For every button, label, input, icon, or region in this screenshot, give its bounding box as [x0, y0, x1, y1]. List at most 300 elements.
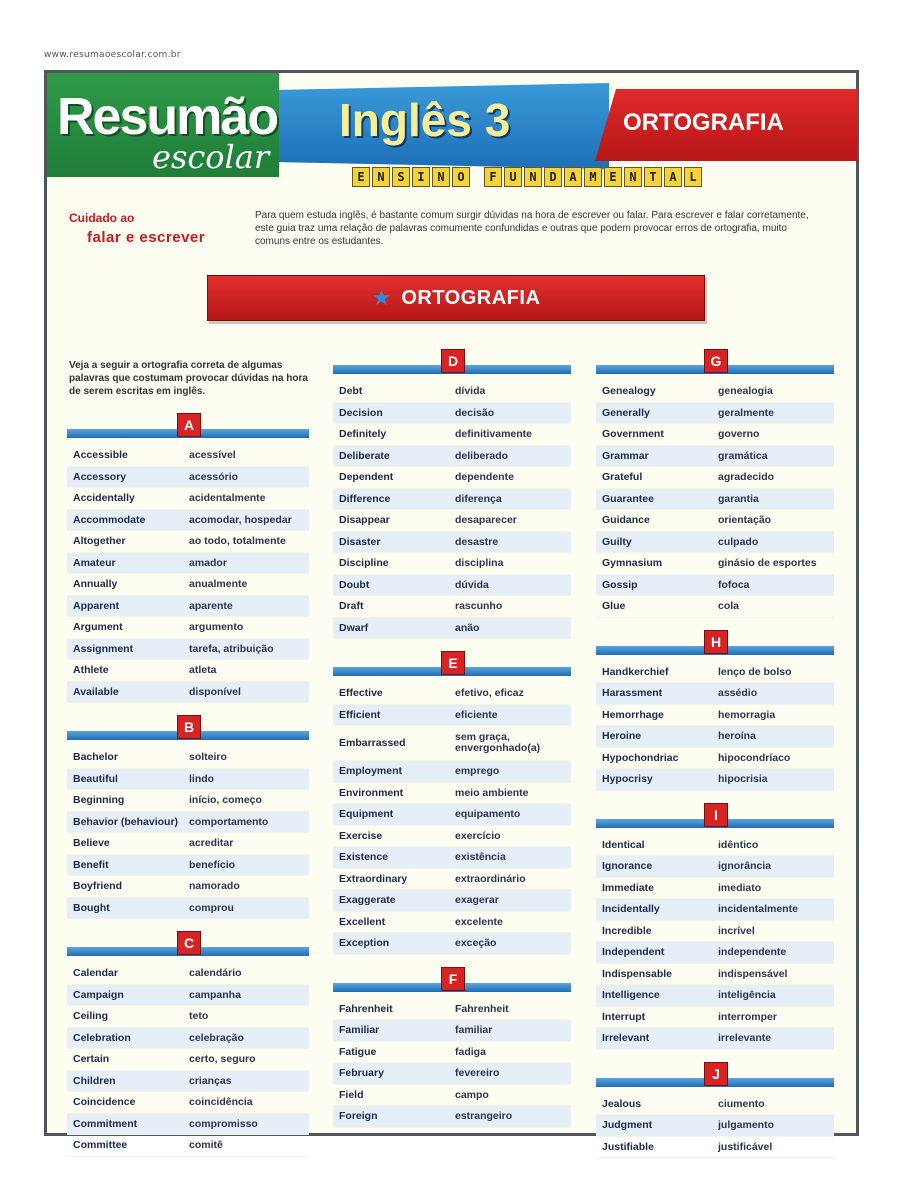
portuguese-translation: exceção	[455, 937, 497, 950]
list-item	[333, 1042, 571, 1064]
section-header	[67, 417, 309, 439]
portuguese-translation: coincidência	[189, 1096, 253, 1109]
list-item	[596, 1094, 834, 1116]
list-item	[596, 510, 834, 532]
portuguese-translation: acomodar, hospedar	[189, 513, 292, 526]
list-item	[596, 662, 834, 684]
english-word: Accessory	[73, 470, 127, 483]
portuguese-translation: anão	[455, 621, 480, 634]
list-item	[596, 424, 834, 446]
english-word: Draft	[339, 600, 364, 613]
section-header	[596, 1065, 834, 1088]
list-item	[333, 596, 571, 618]
list-item	[596, 1137, 834, 1159]
portuguese-translation: disponível	[189, 685, 241, 698]
portuguese-translation: equipamento	[455, 808, 521, 821]
word-list	[596, 381, 834, 618]
english-word: Excellent	[339, 915, 386, 928]
english-word: Dependent	[339, 471, 394, 484]
portuguese-translation: certo, seguro	[189, 1053, 256, 1066]
portuguese-translation: eficiente	[455, 708, 498, 721]
list-item	[333, 999, 571, 1021]
list-item	[333, 1063, 571, 1085]
list-item	[67, 531, 309, 553]
section-header	[333, 655, 571, 677]
portuguese-translation: interromper	[718, 1010, 777, 1023]
list-item	[333, 510, 571, 532]
list-item	[333, 761, 571, 783]
level-letter: T	[644, 167, 662, 187]
list-item	[596, 942, 834, 964]
subject-label: ORTOGRAFIA	[623, 109, 784, 136]
english-word: Exception	[339, 937, 390, 950]
word-list	[596, 835, 834, 1050]
section-letter: D	[441, 349, 465, 373]
portuguese-translation: culpado	[718, 535, 759, 548]
list-item	[67, 617, 309, 639]
brand-logo-sub: escolar	[152, 138, 270, 176]
section-header	[596, 353, 834, 375]
list-item	[333, 553, 571, 575]
list-item	[596, 403, 834, 425]
word-list	[67, 963, 309, 1157]
list-item	[67, 488, 309, 510]
brand-logo: Resumão	[57, 88, 278, 146]
portuguese-translation: campanha	[189, 988, 241, 1001]
list-item	[67, 660, 309, 682]
portuguese-translation: geralmente	[718, 406, 775, 419]
english-word: Identical	[602, 838, 645, 851]
portuguese-translation: agradecido	[718, 471, 775, 484]
portuguese-translation: anualmente	[189, 578, 248, 591]
english-word: Disaster	[339, 535, 381, 548]
english-word: Deliberate	[339, 449, 390, 462]
list-item	[596, 726, 834, 748]
level-letter: N	[372, 167, 390, 187]
list-item	[333, 933, 571, 955]
list-item	[596, 985, 834, 1007]
portuguese-translation: ao todo, totalmente	[189, 535, 286, 548]
level-label	[352, 167, 702, 187]
portuguese-translation: amador	[189, 556, 227, 569]
level-letter: I	[412, 167, 430, 187]
list-item	[333, 783, 571, 805]
intro-label-2: falar e escrever	[87, 229, 206, 246]
english-word: Definitely	[339, 428, 387, 441]
english-word: Justifiable	[602, 1140, 654, 1153]
section-g	[596, 353, 834, 618]
level-letter: N	[432, 167, 450, 187]
english-word: Celebration	[73, 1031, 131, 1044]
word-list	[67, 445, 309, 703]
portuguese-translation: definitivamente	[455, 428, 533, 441]
list-item	[596, 467, 834, 489]
english-word: Bought	[73, 901, 110, 914]
english-word: Environment	[339, 786, 404, 799]
portuguese-translation: celebração	[189, 1031, 244, 1044]
english-word: Difference	[339, 492, 391, 505]
portuguese-translation: indispensável	[718, 967, 788, 980]
english-word: Grammar	[602, 449, 649, 462]
portuguese-translation: excelente	[455, 915, 503, 928]
list-item	[596, 856, 834, 878]
english-word: Incidentally	[602, 903, 660, 916]
portuguese-translation: atleta	[189, 664, 217, 677]
list-item	[333, 847, 571, 869]
portuguese-translation: extraordinário	[455, 872, 526, 885]
portuguese-translation: rascunho	[455, 600, 503, 613]
english-word: Genealogy	[602, 385, 656, 398]
section-letter: G	[704, 349, 728, 373]
portuguese-translation: argumento	[189, 621, 244, 634]
english-word: Hypocrisy	[602, 773, 653, 786]
english-word: Campaign	[73, 988, 124, 1001]
portuguese-translation: existência	[455, 851, 506, 864]
portuguese-translation: garantia	[718, 492, 759, 505]
list-item	[333, 1020, 571, 1042]
list-item	[67, 747, 309, 769]
portuguese-translation: ignorância	[718, 860, 772, 873]
english-word: Decision	[339, 406, 383, 419]
portuguese-translation: teto	[189, 1010, 209, 1023]
list-item	[67, 1114, 309, 1136]
list-item	[333, 1106, 571, 1128]
english-word: Guilty	[602, 535, 632, 548]
portuguese-translation: acessório	[189, 470, 239, 483]
english-word: Guarantee	[602, 492, 654, 505]
portuguese-translation: fadiga	[455, 1045, 486, 1058]
english-word: Exercise	[339, 829, 383, 842]
list-item	[67, 833, 309, 855]
portuguese-translation: comportamento	[189, 815, 269, 828]
section-header	[333, 353, 571, 375]
level-letter: N	[624, 167, 642, 187]
english-word: Equipment	[339, 808, 394, 821]
level-letter: M	[584, 167, 602, 187]
portuguese-translation: benefício	[189, 858, 236, 871]
portuguese-translation: independente	[718, 946, 787, 959]
list-item	[67, 1092, 309, 1114]
english-word: Believe	[73, 837, 110, 850]
list-item	[333, 705, 571, 727]
portuguese-translation: idêntico	[718, 838, 759, 851]
portuguese-translation: irrelevante	[718, 1032, 772, 1045]
portuguese-translation: assédio	[718, 687, 758, 700]
portuguese-translation: diferença	[455, 492, 502, 505]
portuguese-translation: acreditar	[189, 837, 234, 850]
english-word: Hypochondriac	[602, 751, 679, 764]
list-item	[333, 532, 571, 554]
list-item	[596, 1115, 834, 1137]
portuguese-translation: dúvida	[455, 578, 489, 591]
portuguese-translation: fofoca	[718, 578, 750, 591]
section-f	[333, 970, 571, 1128]
list-item	[333, 683, 571, 705]
portuguese-translation: inteligência	[718, 989, 776, 1002]
list-item	[333, 446, 571, 468]
list-item	[596, 878, 834, 900]
english-word: Debt	[339, 385, 363, 398]
portuguese-translation: acidentalmente	[189, 492, 266, 505]
portuguese-translation: hemorragia	[718, 708, 776, 721]
english-word: Gossip	[602, 578, 638, 591]
portuguese-translation: gramática	[718, 449, 768, 462]
list-item	[333, 381, 571, 403]
list-item	[596, 575, 834, 597]
portuguese-translation: incrível	[718, 924, 755, 937]
list-item	[67, 898, 309, 920]
english-word: Accessible	[73, 449, 128, 462]
portuguese-translation: emprego	[455, 765, 500, 778]
list-item	[67, 1049, 309, 1071]
section-header	[596, 806, 834, 829]
portuguese-translation: ginásio de esportes	[718, 557, 817, 570]
star-icon: ★	[371, 285, 392, 310]
portuguese-translation: tarefa, atribuição	[189, 642, 274, 655]
list-item	[333, 489, 571, 511]
list-item	[67, 574, 309, 596]
section-letter: I	[704, 803, 728, 827]
word-list	[596, 1094, 834, 1159]
portuguese-translation: lenço de bolso	[718, 665, 792, 678]
portuguese-translation: lindo	[189, 772, 215, 785]
english-word: Incredible	[602, 924, 652, 937]
section-letter: C	[177, 931, 201, 955]
english-word: Embarrassed	[339, 737, 406, 749]
list-item	[596, 899, 834, 921]
english-word: Interrupt	[602, 1010, 646, 1023]
english-word: Intelligence	[602, 989, 660, 1002]
english-word: Independent	[602, 946, 665, 959]
list-item	[67, 769, 309, 791]
section-e	[333, 655, 571, 955]
english-word: Harassment	[602, 687, 663, 700]
list-item	[67, 682, 309, 704]
english-word: Familiar	[339, 1024, 380, 1037]
english-word: Guidance	[602, 514, 650, 527]
english-word: Existence	[339, 851, 389, 864]
portuguese-translation: comitê	[189, 1139, 223, 1152]
list-item	[333, 912, 571, 934]
list-item	[67, 639, 309, 661]
portuguese-translation: desaparecer	[455, 514, 517, 527]
portuguese-translation: comprou	[189, 901, 234, 914]
portuguese-translation: heroína	[718, 730, 756, 743]
english-word: Calendar	[73, 967, 118, 980]
list-item	[596, 446, 834, 468]
english-word: Assignment	[73, 642, 134, 655]
english-word: Apparent	[73, 599, 120, 612]
list-item	[596, 835, 834, 857]
page-title: Inglês 3	[339, 94, 511, 146]
english-word: Beautiful	[73, 772, 118, 785]
list-item	[596, 683, 834, 705]
english-word: Indispensable	[602, 967, 673, 980]
portuguese-translation: acessível	[189, 449, 236, 462]
portuguese-translation: dependente	[455, 471, 514, 484]
english-word: Judgment	[602, 1119, 653, 1132]
level-letter: O	[452, 167, 470, 187]
english-word: Boyfriend	[73, 880, 123, 893]
level-letter: L	[684, 167, 702, 187]
english-word: Doubt	[339, 578, 370, 591]
column-intro: Veja a seguir a ortografia correta de algumas palavras que costumam provocar dúvidas na hora de serem escritas em inglês.	[69, 360, 308, 397]
portuguese-translation: genealogia	[718, 385, 773, 398]
english-word: Beginning	[73, 794, 125, 807]
english-word: Gymnasium	[602, 557, 663, 570]
list-item	[67, 553, 309, 575]
list-item	[67, 1071, 309, 1093]
english-word: Benefit	[73, 858, 109, 871]
portuguese-translation: orientação	[718, 514, 772, 527]
english-word: Children	[73, 1074, 116, 1087]
english-word: Irrelevant	[602, 1032, 650, 1045]
english-word: Available	[73, 685, 119, 698]
list-item	[67, 963, 309, 985]
section-letter: A	[177, 413, 201, 437]
portuguese-translation: dívida	[455, 385, 486, 398]
intro-paragraph: Para quem estuda inglês, é bastante comum surgir dúvidas na hora de escrever ou falar. Para escrever e falar corretamente, este guia traz uma relação de palavras comumente confundidas e outras que podem provocar erros de ortografia, muito comuns entre os estudantes.	[255, 210, 809, 247]
english-word: Ceiling	[73, 1010, 109, 1023]
english-word: Dwarf	[339, 621, 369, 634]
english-word: February	[339, 1067, 384, 1080]
list-item	[596, 1007, 834, 1029]
english-word: Ignorance	[602, 860, 653, 873]
english-word: Foreign	[339, 1110, 378, 1123]
portuguese-translation: julgamento	[718, 1119, 775, 1132]
english-word: Grateful	[602, 471, 643, 484]
list-item	[596, 964, 834, 986]
list-item	[333, 826, 571, 848]
section-letter: E	[441, 651, 465, 675]
portuguese-translation: meio ambiente	[455, 786, 529, 799]
list-item	[67, 1028, 309, 1050]
portuguese-translation: sem graça, envergonhado(a)	[455, 732, 541, 754]
english-word: Disappear	[339, 514, 390, 527]
english-word: Government	[602, 428, 664, 441]
list-item	[333, 890, 571, 912]
english-word: Accommodate	[73, 513, 146, 526]
portuguese-translation: desastre	[455, 535, 499, 548]
english-word: Fahrenheit	[339, 1002, 393, 1015]
english-word: Amateur	[73, 556, 116, 569]
list-item	[596, 489, 834, 511]
list-item	[596, 921, 834, 943]
portuguese-translation: governo	[718, 428, 760, 441]
list-item	[67, 985, 309, 1007]
list-item	[596, 553, 834, 575]
list-item	[333, 1085, 571, 1107]
english-word: Efficient	[339, 708, 381, 721]
portuguese-translation: incidentalmente	[718, 903, 798, 916]
word-list	[333, 683, 571, 955]
section-d	[333, 353, 571, 639]
list-item	[596, 705, 834, 727]
list-item	[67, 596, 309, 618]
section-banner	[207, 275, 705, 321]
list-item	[596, 381, 834, 403]
list-item	[333, 804, 571, 826]
section-header	[596, 633, 834, 656]
level-letter	[472, 167, 482, 185]
list-item	[67, 812, 309, 834]
section-header	[67, 935, 309, 957]
list-item	[333, 869, 571, 891]
english-word: Commitment	[73, 1117, 138, 1130]
section-letter: H	[704, 630, 728, 654]
section-a	[67, 417, 309, 703]
english-word: Argument	[73, 621, 123, 634]
portuguese-translation: disciplina	[455, 557, 504, 570]
portuguese-translation: familiar	[455, 1024, 493, 1037]
portuguese-translation: solteiro	[189, 751, 227, 764]
section-header	[67, 719, 309, 741]
section-b	[67, 719, 309, 919]
english-word: Athlete	[73, 664, 109, 677]
english-word: Committee	[73, 1139, 128, 1152]
portuguese-translation: ciumento	[718, 1097, 765, 1110]
section-letter: B	[177, 715, 201, 739]
portuguese-translation: campo	[455, 1088, 489, 1101]
portuguese-translation: estrangeiro	[455, 1110, 513, 1123]
list-item	[596, 596, 834, 618]
portuguese-translation: calendário	[189, 967, 242, 980]
level-letter: F	[484, 167, 502, 187]
english-word: Altogether	[73, 535, 126, 548]
reference-sheet	[44, 70, 859, 1153]
english-word: Bachelor	[73, 751, 118, 764]
level-letter: D	[544, 167, 562, 187]
english-word: Jealous	[602, 1097, 642, 1110]
list-item	[596, 769, 834, 791]
english-word: Fatigue	[339, 1045, 377, 1058]
list-item	[67, 467, 309, 489]
word-list	[67, 747, 309, 919]
english-word: Effective	[339, 687, 383, 700]
english-word: Coincidence	[73, 1096, 136, 1109]
list-item	[596, 1028, 834, 1050]
level-letter: E	[352, 167, 370, 187]
list-item	[596, 748, 834, 770]
portuguese-translation: namorado	[189, 880, 240, 893]
english-word: Annually	[73, 578, 118, 591]
column-2	[333, 353, 571, 1148]
portuguese-translation: imediato	[718, 881, 762, 894]
portuguese-translation: fevereiro	[455, 1067, 500, 1080]
english-word: Exaggerate	[339, 894, 396, 907]
list-item	[67, 510, 309, 532]
word-list	[333, 999, 571, 1128]
portuguese-translation: início, começo	[189, 794, 262, 807]
level-letter: A	[664, 167, 682, 187]
english-word: Employment	[339, 765, 403, 778]
english-word: Discipline	[339, 557, 389, 570]
section-h	[596, 633, 834, 791]
column-3	[596, 353, 834, 1178]
word-list	[596, 662, 834, 791]
list-item	[67, 876, 309, 898]
section-c	[67, 935, 309, 1157]
word-list	[333, 381, 571, 639]
portuguese-translation: aparente	[189, 599, 233, 612]
portuguese-translation: justificável	[718, 1140, 773, 1153]
list-item	[333, 618, 571, 640]
list-item	[67, 855, 309, 877]
intro-label-1: Cuidado ao	[69, 211, 135, 225]
section-letter: F	[441, 967, 465, 991]
portuguese-translation: hipocrisia	[718, 773, 768, 786]
level-letter: N	[524, 167, 542, 187]
